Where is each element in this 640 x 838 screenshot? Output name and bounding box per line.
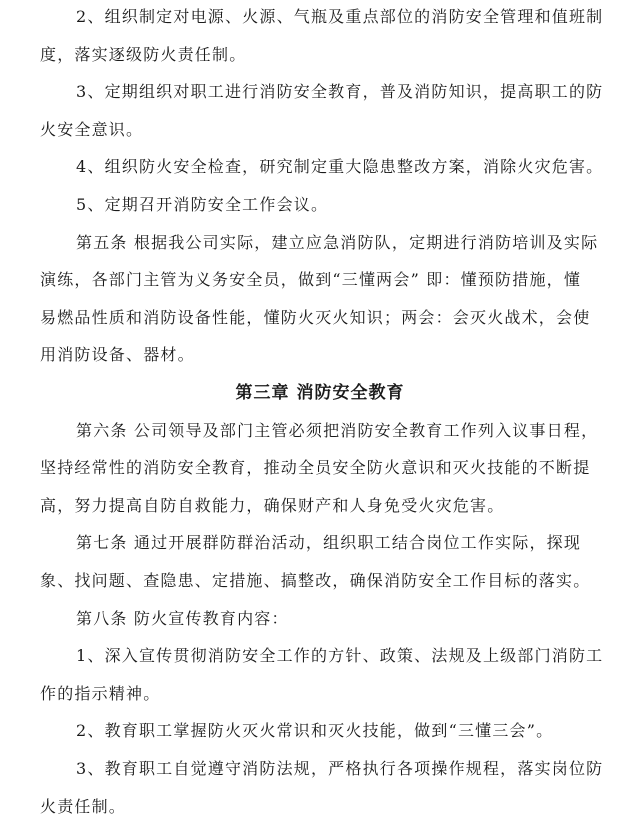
text-line: 第八条 防火宣传教育内容： (76, 609, 289, 628)
text-line: 坚持经常性的消防安全教育，推动全员安全防火意识和灭火技能的不断提 (40, 458, 591, 477)
text-line: 作的指示精神。 (40, 684, 161, 703)
text-line: 1、深入宣传贯彻消防安全工作的方针、政策、法规及上级部门消防工 (76, 646, 604, 665)
text-line: 用消防设备、器材。 (40, 345, 195, 364)
text-line: 度，落实逐级防火责任制。 (40, 45, 247, 64)
text-line: 易燃品性质和消防设备性能，懂防火灭火知识；两会：会灭火战术，会使 (40, 308, 591, 327)
text-line: 第五条 根据我公司实际，建立应急消防队，定期进行消防培训及实际 (76, 233, 599, 252)
text-line: 火责任制。 (40, 797, 127, 816)
text-line: 4、组织防火安全检查，研究制定重大隐患整改方案，消除火灾危害。 (76, 157, 604, 176)
text-line: 第七条 通过开展群防群治活动，组织职工结合岗位工作实际，探现 (76, 533, 582, 552)
text-line: 2、组织制定对电源、火源、气瓶及重点部位的消防安全管理和值班制 (76, 7, 604, 26)
text-line: 5、定期召开消防安全工作会议。 (76, 195, 329, 214)
text-line: 3、定期组织对职工进行消防安全教育，普及消防知识，提高职工的防 (76, 82, 604, 101)
text-line: 3、教育职工自觉遵守消防法规，严格执行各项操作规程，落实岗位防 (76, 759, 604, 778)
text-line: 2、教育职工掌握防火灭火常识和灭火技能，做到“三懂三会”。 (76, 721, 554, 740)
text-line: 高，努力提高自防自救能力，确保财产和人身免受火灾危害。 (40, 496, 505, 515)
text-line: 演练，各部门主管为义务安全员，做到“三懂两会” 即：懂预防措施，懂 (40, 270, 582, 289)
text-line: 火安全意识。 (40, 120, 144, 139)
text-line: 第六条 公司领导及部门主管必须把消防安全教育工作列入议事日程， (76, 421, 599, 440)
chapter-heading: 第三章 消防安全教育 (235, 383, 405, 403)
text-line: 象、找问题、查隐患、定措施、搞整改，确保消防安全工作目标的落实。 (40, 571, 591, 590)
